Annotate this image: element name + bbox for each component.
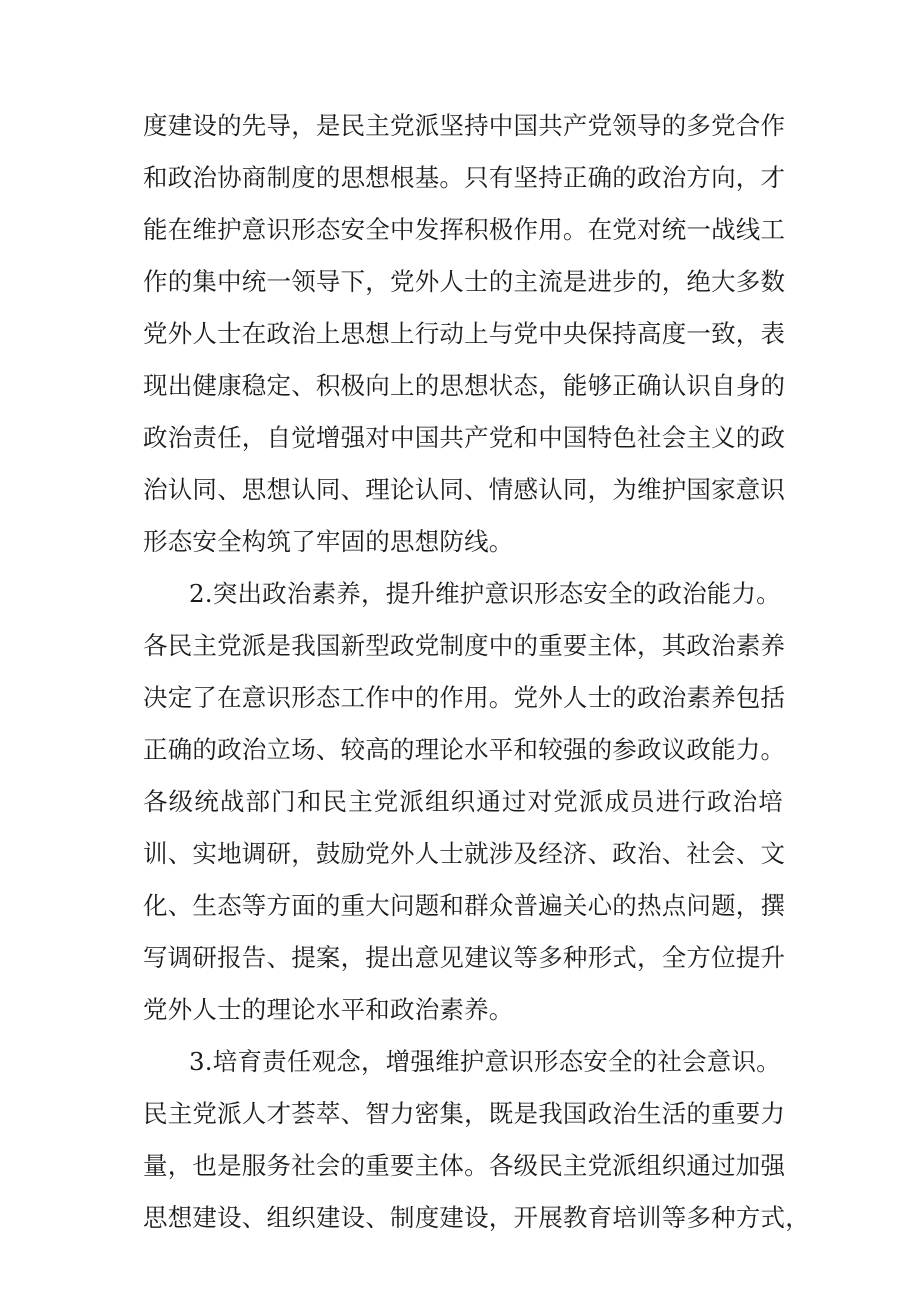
text-line: 形态安全构筑了牢固的思想防线。 xyxy=(143,527,514,556)
text-line: 党外人士在政治上思想上行动上与党中央保持高度一致，表 xyxy=(143,319,786,348)
text-line: 和政治协商制度的思想根基。只有坚持正确的政治方向，才 xyxy=(143,163,786,192)
text-line: 训、实地调研，鼓励党外人士就涉及经济、政治、社会、文 xyxy=(143,839,786,868)
text-line: 作的集中统一领导下，党外人士的主流是进步的，绝大多数 xyxy=(143,267,786,296)
text-line: 思想建设、组织建设、制度建设，开展教育培训等多种方式， xyxy=(143,1203,810,1232)
text-line: 党外人士的理论水平和政治素养。 xyxy=(143,995,514,1024)
text-line: 正确的政治立场、较高的理论水平和较强的参政议政能力。 xyxy=(143,735,786,764)
text-line: 能在维护意识形态安全中发挥积极作用。在党对统一战线工 xyxy=(143,215,786,244)
text-line: 各民主党派是我国新型政党制度中的重要主体，其政治素养 xyxy=(143,631,786,660)
text-line: 度建设的先导，是民主党派坚持中国共产党领导的多党合作 xyxy=(143,111,786,140)
text-line: 量，也是服务社会的重要主体。各级民主党派组织通过加强 xyxy=(143,1151,786,1180)
section-heading: 3.培育责任观念，增强维护意识形态安全的社会意识。 xyxy=(189,1047,781,1076)
section-heading: 2.突出政治素养，提升维护意识形态安全的政治能力。 xyxy=(189,579,781,608)
text-line: 政治责任，自觉增强对中国共产党和中国特色社会主义的政 xyxy=(143,423,786,452)
text-line: 各级统战部门和民主党派组织通过对党派成员进行政治培 xyxy=(143,787,783,816)
text-line: 治认同、思想认同、理论认同、情感认同，为维护国家意识 xyxy=(143,475,786,504)
text-line: 决定了在意识形态工作中的作用。党外人士的政治素养包括 xyxy=(143,683,786,712)
text-line: 写调研报告、提案，提出意见建议等多种形式，全方位提升 xyxy=(143,943,786,972)
text-line: 民主党派人才荟萃、智力密集，既是我国政治生活的重要力 xyxy=(143,1099,786,1128)
text-line: 现出健康稳定、积极向上的思想状态，能够正确认识自身的 xyxy=(143,371,786,400)
text-line: 化、生态等方面的重大问题和群众普遍关心的热点问题，撰 xyxy=(143,891,786,920)
